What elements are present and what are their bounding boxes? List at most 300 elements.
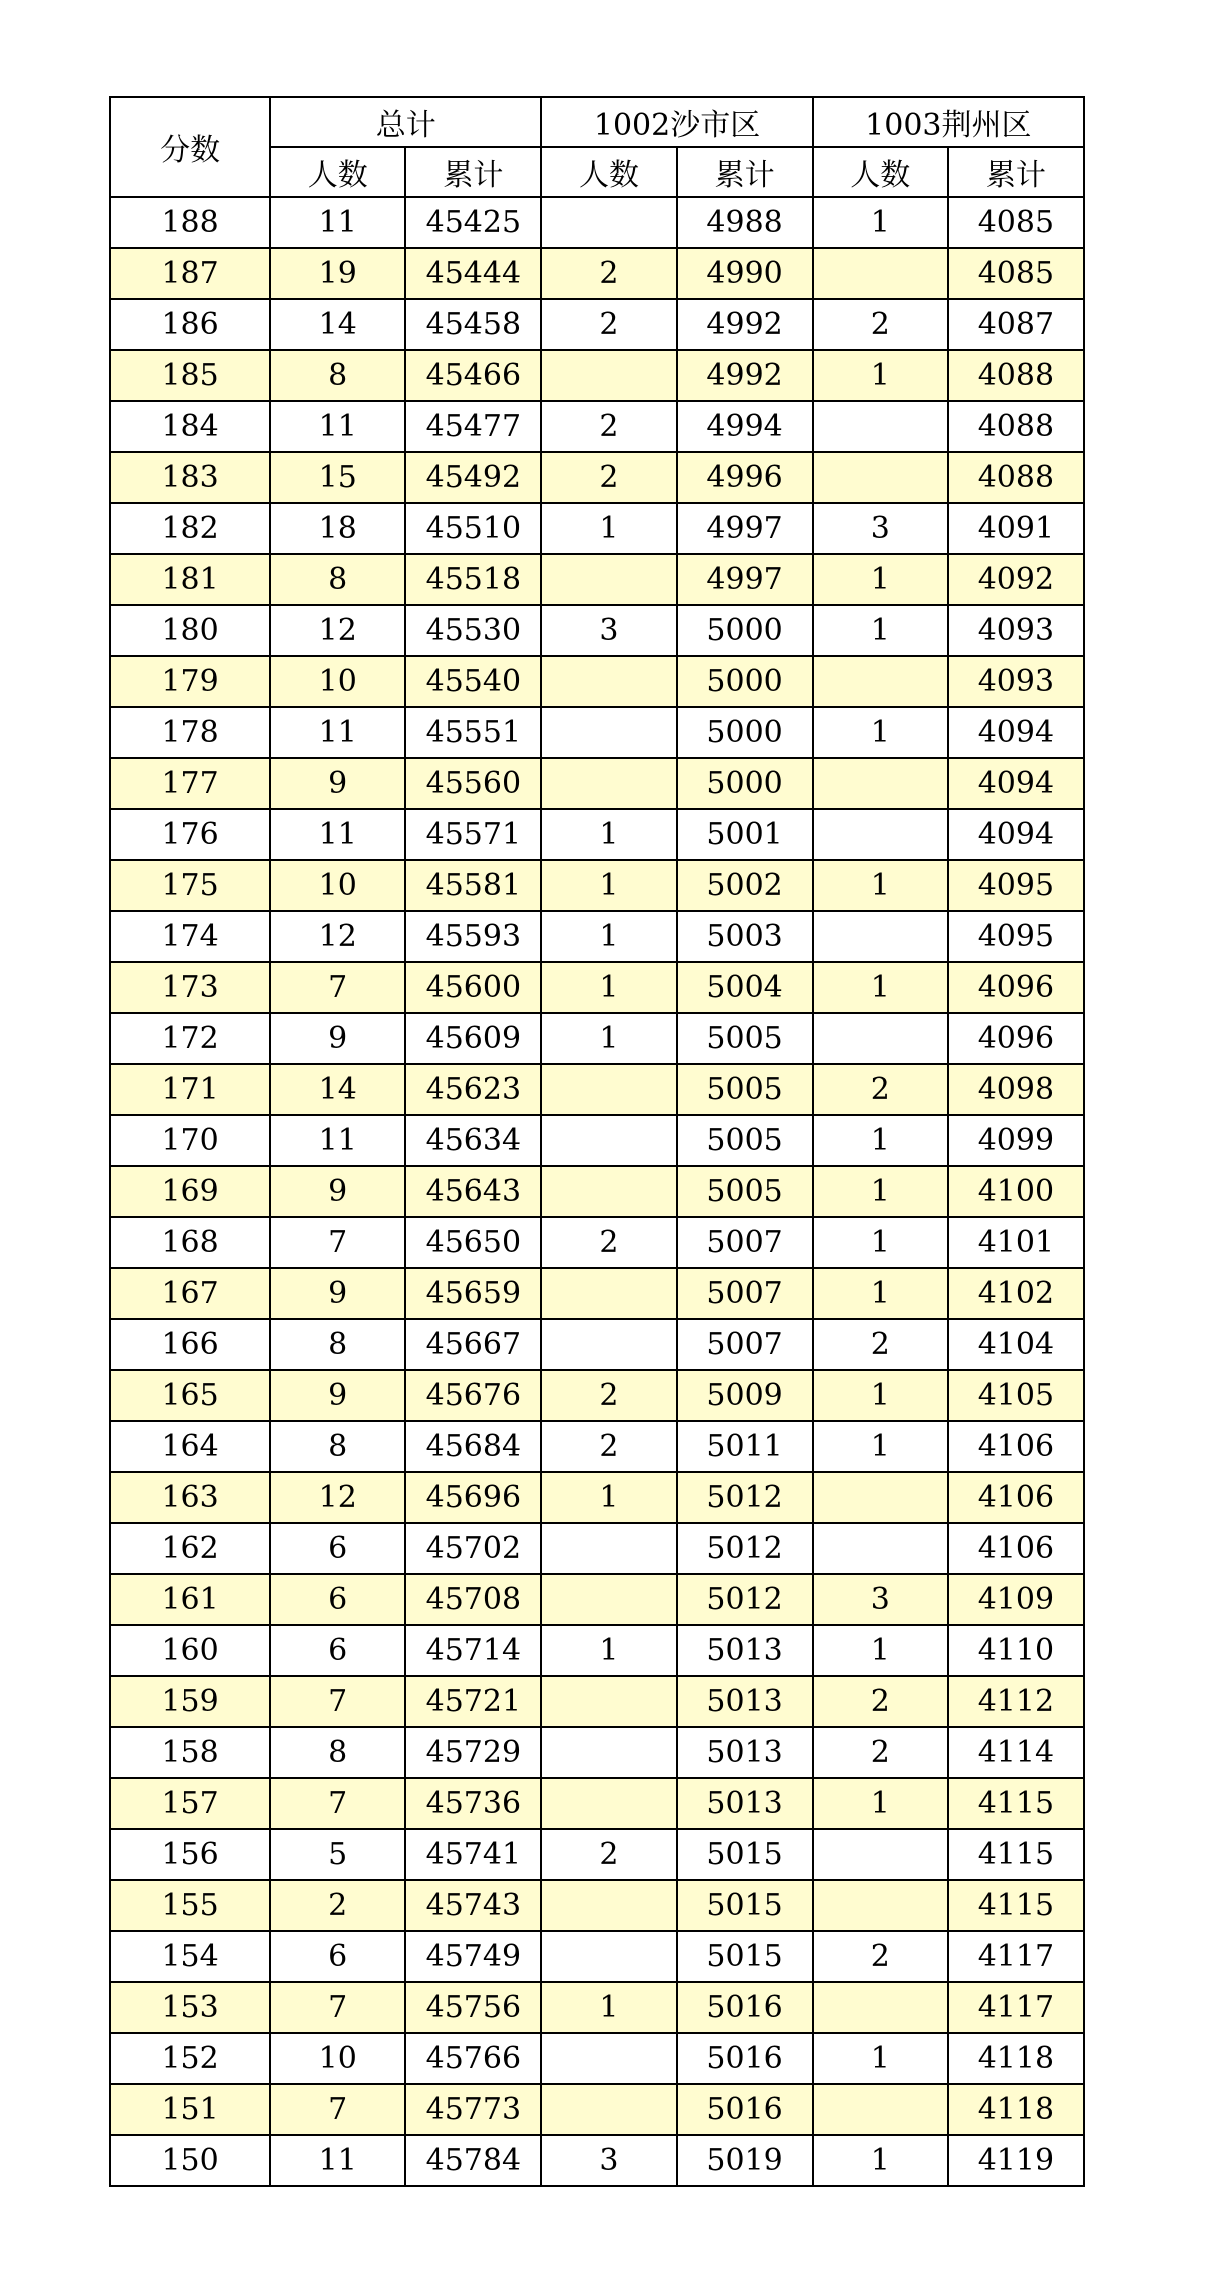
cell-total-cumulative: 45458 <box>405 299 541 350</box>
cell-shashi-cumulative: 5015 <box>677 1880 813 1931</box>
cell-jingzhou-count: 3 <box>813 1574 948 1625</box>
cell-jingzhou-cumulative: 4098 <box>948 1064 1084 1115</box>
cell-total-cumulative: 45551 <box>405 707 541 758</box>
cell-jingzhou-count <box>813 248 948 299</box>
cell-shashi-cumulative: 5003 <box>677 911 813 962</box>
cell-shashi-cumulative: 5019 <box>677 2135 813 2186</box>
cell-total-cumulative: 45729 <box>405 1727 541 1778</box>
cell-total-count: 11 <box>270 401 405 452</box>
cell-jingzhou-cumulative: 4088 <box>948 401 1084 452</box>
cell-jingzhou-count <box>813 1982 948 2033</box>
cell-jingzhou-count: 1 <box>813 1217 948 1268</box>
cell-jingzhou-count: 3 <box>813 503 948 554</box>
cell-shashi-count <box>541 2084 676 2135</box>
cell-total-count: 8 <box>270 1421 405 1472</box>
cell-total-count: 11 <box>270 707 405 758</box>
cell-total-count: 7 <box>270 1778 405 1829</box>
cell-total-cumulative: 45766 <box>405 2033 541 2084</box>
cell-shashi-count <box>541 554 676 605</box>
cell-total-cumulative: 45518 <box>405 554 541 605</box>
cell-shashi-count <box>541 1931 676 1982</box>
cell-total-cumulative: 45623 <box>405 1064 541 1115</box>
cell-shashi-count: 1 <box>541 1982 676 2033</box>
cell-score: 183 <box>110 452 270 503</box>
cell-jingzhou-cumulative: 4101 <box>948 1217 1084 1268</box>
cell-score: 175 <box>110 860 270 911</box>
cell-shashi-cumulative: 5016 <box>677 1982 813 2033</box>
cell-jingzhou-count <box>813 1829 948 1880</box>
header-sub-count: 人数 <box>541 147 676 197</box>
cell-shashi-count <box>541 1166 676 1217</box>
table-row <box>110 452 1084 503</box>
cell-score: 176 <box>110 809 270 860</box>
cell-shashi-cumulative: 4992 <box>677 299 813 350</box>
cell-jingzhou-count: 2 <box>813 1676 948 1727</box>
table-body <box>110 197 1084 2186</box>
table-row <box>110 1982 1084 2033</box>
cell-jingzhou-count: 1 <box>813 554 948 605</box>
cell-shashi-count <box>541 1676 676 1727</box>
cell-score: 167 <box>110 1268 270 1319</box>
table-row <box>110 1931 1084 1982</box>
table-row <box>110 197 1084 248</box>
table-row <box>110 2084 1084 2135</box>
cell-jingzhou-count <box>813 1472 948 1523</box>
table-row <box>110 1523 1084 1574</box>
cell-shashi-cumulative: 4992 <box>677 350 813 401</box>
table-row <box>110 1268 1084 1319</box>
cell-jingzhou-count: 1 <box>813 1268 948 1319</box>
cell-jingzhou-cumulative: 4093 <box>948 605 1084 656</box>
cell-shashi-count: 1 <box>541 503 676 554</box>
cell-total-cumulative: 45425 <box>405 197 541 248</box>
table-row <box>110 758 1084 809</box>
cell-total-count: 6 <box>270 1523 405 1574</box>
cell-total-count: 19 <box>270 248 405 299</box>
table-row <box>110 1319 1084 1370</box>
table-row <box>110 1727 1084 1778</box>
cell-shashi-count: 2 <box>541 1829 676 1880</box>
cell-total-cumulative: 45784 <box>405 2135 541 2186</box>
cell-shashi-count <box>541 1880 676 1931</box>
cell-jingzhou-cumulative: 4091 <box>948 503 1084 554</box>
cell-shashi-count <box>541 1727 676 1778</box>
cell-score: 158 <box>110 1727 270 1778</box>
cell-score: 174 <box>110 911 270 962</box>
cell-total-count: 8 <box>270 350 405 401</box>
cell-jingzhou-count: 2 <box>813 1727 948 1778</box>
cell-total-cumulative: 45530 <box>405 605 541 656</box>
cell-shashi-count: 2 <box>541 401 676 452</box>
cell-total-count: 9 <box>270 1013 405 1064</box>
cell-total-cumulative: 45749 <box>405 1931 541 1982</box>
cell-total-count: 6 <box>270 1625 405 1676</box>
cell-total-count: 14 <box>270 1064 405 1115</box>
cell-shashi-count: 1 <box>541 911 676 962</box>
cell-shashi-cumulative: 4990 <box>677 248 813 299</box>
cell-shashi-cumulative: 5013 <box>677 1727 813 1778</box>
cell-shashi-count <box>541 656 676 707</box>
cell-score: 164 <box>110 1421 270 1472</box>
header-sub-cumulative: 累计 <box>948 147 1084 197</box>
table-row <box>110 1472 1084 1523</box>
cell-jingzhou-cumulative: 4095 <box>948 860 1084 911</box>
cell-shashi-count: 2 <box>541 248 676 299</box>
header-group-shashi: 1002沙市区 <box>541 97 812 147</box>
cell-jingzhou-count: 1 <box>813 1370 948 1421</box>
cell-shashi-cumulative: 4997 <box>677 554 813 605</box>
cell-jingzhou-cumulative: 4094 <box>948 707 1084 758</box>
table-row <box>110 1421 1084 1472</box>
cell-score: 150 <box>110 2135 270 2186</box>
cell-shashi-cumulative: 5005 <box>677 1115 813 1166</box>
cell-jingzhou-cumulative: 4105 <box>948 1370 1084 1421</box>
cell-shashi-cumulative: 5013 <box>677 1676 813 1727</box>
cell-shashi-count <box>541 1574 676 1625</box>
header-sub-cumulative: 累计 <box>677 147 813 197</box>
table-row <box>110 2135 1084 2186</box>
cell-shashi-count <box>541 197 676 248</box>
cell-shashi-cumulative: 5001 <box>677 809 813 860</box>
cell-jingzhou-count: 1 <box>813 962 948 1013</box>
cell-shashi-cumulative: 5012 <box>677 1574 813 1625</box>
table-row <box>110 1676 1084 1727</box>
cell-shashi-count: 1 <box>541 809 676 860</box>
cell-total-count: 11 <box>270 197 405 248</box>
cell-shashi-count <box>541 707 676 758</box>
cell-score: 154 <box>110 1931 270 1982</box>
cell-shashi-count <box>541 1268 676 1319</box>
cell-total-count: 7 <box>270 962 405 1013</box>
cell-total-cumulative: 45667 <box>405 1319 541 1370</box>
cell-total-count: 8 <box>270 1727 405 1778</box>
table-row <box>110 1778 1084 1829</box>
cell-score: 188 <box>110 197 270 248</box>
cell-total-cumulative: 45600 <box>405 962 541 1013</box>
cell-total-count: 9 <box>270 758 405 809</box>
cell-jingzhou-cumulative: 4088 <box>948 350 1084 401</box>
cell-score: 180 <box>110 605 270 656</box>
cell-total-count: 2 <box>270 1880 405 1931</box>
cell-jingzhou-cumulative: 4102 <box>948 1268 1084 1319</box>
cell-total-cumulative: 45609 <box>405 1013 541 1064</box>
cell-jingzhou-count: 1 <box>813 350 948 401</box>
cell-shashi-cumulative: 5007 <box>677 1217 813 1268</box>
cell-jingzhou-count: 1 <box>813 2135 948 2186</box>
cell-score: 185 <box>110 350 270 401</box>
cell-shashi-cumulative: 5002 <box>677 860 813 911</box>
cell-shashi-count: 2 <box>541 299 676 350</box>
cell-score: 161 <box>110 1574 270 1625</box>
cell-total-cumulative: 45773 <box>405 2084 541 2135</box>
cell-total-count: 12 <box>270 911 405 962</box>
cell-total-count: 7 <box>270 1676 405 1727</box>
cell-jingzhou-cumulative: 4096 <box>948 1013 1084 1064</box>
cell-shashi-cumulative: 5015 <box>677 1931 813 1982</box>
cell-jingzhou-count <box>813 452 948 503</box>
cell-score: 151 <box>110 2084 270 2135</box>
cell-total-count: 12 <box>270 1472 405 1523</box>
cell-total-count: 11 <box>270 809 405 860</box>
cell-shashi-cumulative: 4996 <box>677 452 813 503</box>
cell-shashi-cumulative: 5007 <box>677 1268 813 1319</box>
cell-score: 168 <box>110 1217 270 1268</box>
table-row <box>110 1217 1084 1268</box>
table-row <box>110 1574 1084 1625</box>
cell-jingzhou-count: 1 <box>813 605 948 656</box>
cell-jingzhou-cumulative: 4117 <box>948 1982 1084 2033</box>
cell-shashi-cumulative: 5000 <box>677 758 813 809</box>
cell-jingzhou-count: 1 <box>813 860 948 911</box>
cell-shashi-count <box>541 1778 676 1829</box>
cell-total-cumulative: 45492 <box>405 452 541 503</box>
table-row <box>110 911 1084 962</box>
cell-shashi-cumulative: 4988 <box>677 197 813 248</box>
cell-total-cumulative: 45721 <box>405 1676 541 1727</box>
table-row <box>110 1625 1084 1676</box>
cell-jingzhou-count: 2 <box>813 1064 948 1115</box>
cell-jingzhou-cumulative: 4106 <box>948 1472 1084 1523</box>
cell-jingzhou-cumulative: 4094 <box>948 758 1084 809</box>
cell-shashi-count: 1 <box>541 860 676 911</box>
cell-shashi-count: 3 <box>541 2135 676 2186</box>
cell-score: 152 <box>110 2033 270 2084</box>
cell-total-count: 11 <box>270 2135 405 2186</box>
cell-jingzhou-count <box>813 758 948 809</box>
table-row <box>110 554 1084 605</box>
cell-total-cumulative: 45477 <box>405 401 541 452</box>
cell-total-count: 12 <box>270 605 405 656</box>
cell-score: 163 <box>110 1472 270 1523</box>
cell-jingzhou-cumulative: 4087 <box>948 299 1084 350</box>
table-row <box>110 656 1084 707</box>
cell-jingzhou-cumulative: 4095 <box>948 911 1084 962</box>
table-row <box>110 1115 1084 1166</box>
cell-jingzhou-cumulative: 4094 <box>948 809 1084 860</box>
cell-total-cumulative: 45466 <box>405 350 541 401</box>
cell-shashi-cumulative: 5013 <box>677 1625 813 1676</box>
header-sub-count: 人数 <box>813 147 948 197</box>
cell-total-count: 9 <box>270 1370 405 1421</box>
table-row <box>110 1064 1084 1115</box>
cell-jingzhou-count <box>813 911 948 962</box>
cell-shashi-cumulative: 5007 <box>677 1319 813 1370</box>
cell-total-count: 9 <box>270 1166 405 1217</box>
cell-shashi-cumulative: 5005 <box>677 1166 813 1217</box>
table-row <box>110 299 1084 350</box>
cell-shashi-cumulative: 5016 <box>677 2084 813 2135</box>
cell-jingzhou-cumulative: 4115 <box>948 1880 1084 1931</box>
cell-total-cumulative: 45684 <box>405 1421 541 1472</box>
cell-shashi-cumulative: 5011 <box>677 1421 813 1472</box>
cell-score: 156 <box>110 1829 270 1880</box>
cell-jingzhou-cumulative: 4088 <box>948 452 1084 503</box>
cell-jingzhou-cumulative: 4106 <box>948 1421 1084 1472</box>
cell-total-count: 8 <box>270 554 405 605</box>
cell-total-count: 9 <box>270 1268 405 1319</box>
cell-jingzhou-count: 1 <box>813 1625 948 1676</box>
cell-shashi-cumulative: 5004 <box>677 962 813 1013</box>
cell-jingzhou-cumulative: 4112 <box>948 1676 1084 1727</box>
cell-jingzhou-count: 2 <box>813 299 948 350</box>
cell-total-cumulative: 45510 <box>405 503 541 554</box>
cell-score: 169 <box>110 1166 270 1217</box>
cell-shashi-cumulative: 5013 <box>677 1778 813 1829</box>
cell-total-count: 7 <box>270 2084 405 2135</box>
table-row <box>110 1013 1084 1064</box>
cell-jingzhou-count: 1 <box>813 707 948 758</box>
table-row <box>110 860 1084 911</box>
cell-total-cumulative: 45593 <box>405 911 541 962</box>
table-row <box>110 401 1084 452</box>
cell-total-cumulative: 45659 <box>405 1268 541 1319</box>
cell-score: 155 <box>110 1880 270 1931</box>
cell-total-cumulative: 45714 <box>405 1625 541 1676</box>
cell-total-cumulative: 45736 <box>405 1778 541 1829</box>
cell-score: 165 <box>110 1370 270 1421</box>
cell-total-cumulative: 45756 <box>405 1982 541 2033</box>
cell-shashi-count: 1 <box>541 1472 676 1523</box>
cell-shashi-count: 2 <box>541 452 676 503</box>
cell-score: 153 <box>110 1982 270 2033</box>
table-row <box>110 1880 1084 1931</box>
cell-total-cumulative: 45650 <box>405 1217 541 1268</box>
cell-score: 184 <box>110 401 270 452</box>
cell-total-count: 6 <box>270 1931 405 1982</box>
cell-score: 160 <box>110 1625 270 1676</box>
cell-jingzhou-cumulative: 4096 <box>948 962 1084 1013</box>
cell-shashi-cumulative: 5012 <box>677 1472 813 1523</box>
cell-shashi-cumulative: 4994 <box>677 401 813 452</box>
cell-total-cumulative: 45696 <box>405 1472 541 1523</box>
cell-jingzhou-cumulative: 4109 <box>948 1574 1084 1625</box>
cell-total-count: 11 <box>270 1115 405 1166</box>
cell-jingzhou-cumulative: 4115 <box>948 1778 1084 1829</box>
cell-score: 157 <box>110 1778 270 1829</box>
cell-total-count: 6 <box>270 1574 405 1625</box>
cell-jingzhou-count <box>813 656 948 707</box>
cell-shashi-count <box>541 350 676 401</box>
cell-jingzhou-count: 1 <box>813 2033 948 2084</box>
cell-jingzhou-count: 2 <box>813 1931 948 1982</box>
cell-jingzhou-count: 1 <box>813 1115 948 1166</box>
cell-shashi-cumulative: 5015 <box>677 1829 813 1880</box>
cell-total-cumulative: 45560 <box>405 758 541 809</box>
cell-score: 170 <box>110 1115 270 1166</box>
table-row <box>110 962 1084 1013</box>
cell-jingzhou-cumulative: 4119 <box>948 2135 1084 2186</box>
table-row <box>110 1166 1084 1217</box>
table-row <box>110 809 1084 860</box>
table-row <box>110 503 1084 554</box>
table-row <box>110 1829 1084 1880</box>
cell-jingzhou-cumulative: 4099 <box>948 1115 1084 1166</box>
cell-total-count: 8 <box>270 1319 405 1370</box>
cell-shashi-count: 2 <box>541 1217 676 1268</box>
header-group-jingzhou: 1003荆州区 <box>813 97 1084 147</box>
cell-jingzhou-count <box>813 1880 948 1931</box>
cell-score: 173 <box>110 962 270 1013</box>
cell-jingzhou-cumulative: 4100 <box>948 1166 1084 1217</box>
cell-shashi-cumulative: 5005 <box>677 1013 813 1064</box>
cell-jingzhou-cumulative: 4114 <box>948 1727 1084 1778</box>
cell-total-cumulative: 45741 <box>405 1829 541 1880</box>
cell-jingzhou-count: 1 <box>813 1166 948 1217</box>
score-distribution-table <box>109 96 1085 2187</box>
cell-jingzhou-count: 1 <box>813 1778 948 1829</box>
cell-total-cumulative: 45540 <box>405 656 541 707</box>
cell-shashi-count: 1 <box>541 962 676 1013</box>
cell-jingzhou-cumulative: 4093 <box>948 656 1084 707</box>
header-group-total: 总计 <box>270 97 541 147</box>
cell-total-count: 7 <box>270 1982 405 2033</box>
cell-total-cumulative: 45444 <box>405 248 541 299</box>
cell-jingzhou-cumulative: 4085 <box>948 248 1084 299</box>
cell-total-cumulative: 45634 <box>405 1115 541 1166</box>
cell-score: 162 <box>110 1523 270 1574</box>
cell-jingzhou-cumulative: 4118 <box>948 2033 1084 2084</box>
cell-shashi-cumulative: 5005 <box>677 1064 813 1115</box>
cell-total-count: 18 <box>270 503 405 554</box>
cell-score: 171 <box>110 1064 270 1115</box>
header-row-groups <box>110 97 1084 147</box>
cell-jingzhou-count <box>813 1013 948 1064</box>
cell-jingzhou-count <box>813 2084 948 2135</box>
header-sub-cumulative: 累计 <box>405 147 541 197</box>
header-score: 分数 <box>110 97 270 197</box>
cell-total-cumulative: 45702 <box>405 1523 541 1574</box>
cell-jingzhou-count <box>813 809 948 860</box>
cell-score: 186 <box>110 299 270 350</box>
cell-jingzhou-cumulative: 4106 <box>948 1523 1084 1574</box>
cell-shashi-count: 1 <box>541 1625 676 1676</box>
cell-total-count: 10 <box>270 656 405 707</box>
cell-shashi-cumulative: 5000 <box>677 656 813 707</box>
cell-total-cumulative: 45571 <box>405 809 541 860</box>
cell-shashi-count: 1 <box>541 1013 676 1064</box>
table-row <box>110 707 1084 758</box>
cell-total-count: 15 <box>270 452 405 503</box>
header-sub-count: 人数 <box>270 147 405 197</box>
cell-score: 178 <box>110 707 270 758</box>
cell-shashi-cumulative: 5016 <box>677 2033 813 2084</box>
cell-shashi-cumulative: 5012 <box>677 1523 813 1574</box>
cell-shashi-count <box>541 1115 676 1166</box>
cell-score: 182 <box>110 503 270 554</box>
cell-shashi-count <box>541 758 676 809</box>
cell-jingzhou-cumulative: 4115 <box>948 1829 1084 1880</box>
cell-score: 166 <box>110 1319 270 1370</box>
cell-jingzhou-count: 1 <box>813 197 948 248</box>
cell-shashi-count: 3 <box>541 605 676 656</box>
cell-shashi-count: 2 <box>541 1421 676 1472</box>
cell-total-count: 10 <box>270 2033 405 2084</box>
cell-shashi-cumulative: 5000 <box>677 707 813 758</box>
cell-score: 181 <box>110 554 270 605</box>
cell-jingzhou-cumulative: 4104 <box>948 1319 1084 1370</box>
cell-total-cumulative: 45581 <box>405 860 541 911</box>
cell-jingzhou-count: 1 <box>813 1421 948 1472</box>
table-row <box>110 605 1084 656</box>
cell-score: 172 <box>110 1013 270 1064</box>
cell-jingzhou-count <box>813 401 948 452</box>
cell-shashi-count <box>541 1523 676 1574</box>
cell-jingzhou-cumulative: 4110 <box>948 1625 1084 1676</box>
table-row <box>110 248 1084 299</box>
cell-score: 187 <box>110 248 270 299</box>
cell-jingzhou-count: 2 <box>813 1319 948 1370</box>
cell-jingzhou-cumulative: 4118 <box>948 2084 1084 2135</box>
